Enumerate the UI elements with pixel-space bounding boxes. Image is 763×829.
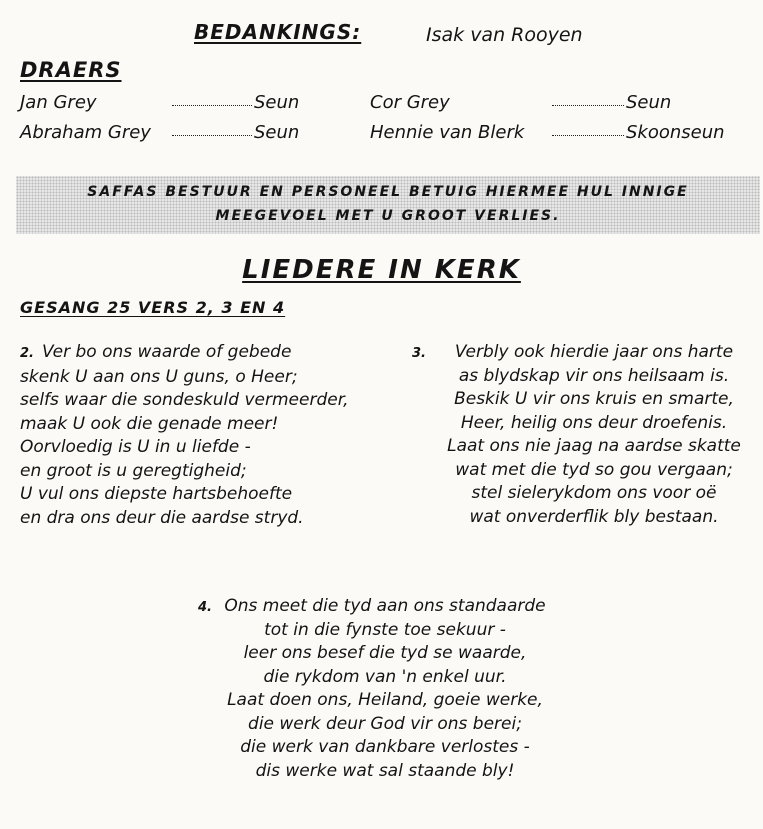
verse-line: Heer, heilig ons deur droefenis. xyxy=(460,412,728,433)
verse-line: dis werke wat sal staande bly! xyxy=(255,760,515,781)
verse-line: die werk deur God vir ons berei; xyxy=(248,713,522,734)
verse-line: Oorvloedig is U in u liefde - xyxy=(20,437,251,457)
verse-line: Laat ons nie jaag na aardse skatte xyxy=(447,436,741,456)
verse-3 xyxy=(432,341,756,529)
verse-number: 3. xyxy=(412,346,426,361)
verse-line: die rykdom van 'n enkel uur. xyxy=(263,666,507,687)
verse-number: 2. xyxy=(20,346,34,361)
bearer-entry xyxy=(20,92,299,113)
verse-2 xyxy=(20,341,349,530)
verse-line: Verbly ook hierdie jaar ons harte xyxy=(454,342,734,362)
verse-line: skenk U aan ons U guns, o Heer; xyxy=(20,366,298,387)
bearer-entry xyxy=(20,122,299,143)
condolence-banner xyxy=(16,176,760,234)
condolence-line-2: MEEGEVOEL MET U GROOT VERLIES. xyxy=(215,208,561,224)
hymn-reference: GESANG 25 VERS 2, 3 EN 4 xyxy=(20,298,286,317)
thanks-heading: BEDANKINGS: xyxy=(194,20,362,44)
dotted-leader xyxy=(172,104,252,106)
verse-line: maak U ook die genade meer! xyxy=(20,413,279,434)
bearer-name: Jan Grey xyxy=(20,92,97,113)
verse-line: wat met die tyd so gou vergaan; xyxy=(455,459,733,480)
verse-line: Ver bo ons waarde of gebede xyxy=(41,342,292,362)
verse-line: selfs waar die sondeskuld vermeerder, xyxy=(20,390,349,410)
dotted-leader xyxy=(552,134,624,136)
verse-line: en groot is u geregtigheid; xyxy=(20,460,247,481)
verse-4 xyxy=(200,595,570,783)
verse-number: 4. xyxy=(198,600,212,615)
bearer-name: Cor Grey xyxy=(370,92,450,113)
bearer-relation: Seun xyxy=(254,122,300,143)
verse-line: U vul ons diepste hartsbehoefte xyxy=(20,484,293,504)
verse-line: die werk van dankbare verlostes - xyxy=(240,737,530,757)
dotted-leader xyxy=(172,134,252,136)
bearer-entry xyxy=(370,122,725,143)
verse-line: en dra ons deur die aardse stryd. xyxy=(20,507,304,528)
thanks-name: Isak van Rooyen xyxy=(426,24,583,46)
verse-line: Beskik U vir ons kruis en smarte, xyxy=(454,389,734,409)
bearer-name: Abraham Grey xyxy=(20,122,151,143)
bearers-heading: DRAERS xyxy=(20,58,122,82)
bearer-entry xyxy=(370,92,671,113)
dotted-leader xyxy=(552,104,624,106)
verse-line: Laat doen ons, Heiland, goeie werke, xyxy=(227,690,543,710)
verse-line: Ons meet die tyd aan ons standaarde xyxy=(224,596,546,616)
verse-line: wat onverderflik bly bestaan. xyxy=(469,506,719,527)
verse-line: as blydskap vir ons heilsaam is. xyxy=(458,365,730,386)
bearer-name: Hennie van Blerk xyxy=(370,122,525,143)
verse-line: stel sielerykdom ons voor oë xyxy=(471,483,717,503)
verse-line: tot in die fynste toe sekuur - xyxy=(264,619,506,640)
songs-heading: LIEDERE IN KERK xyxy=(242,255,521,285)
condolence-line-1: SAFFAS BESTUUR EN PERSONEEL BETUIG HIERMEE HUL INNIGE xyxy=(87,184,689,200)
verse-line: leer ons besef die tyd se waarde, xyxy=(243,643,527,663)
bearer-relation: Skoonseun xyxy=(626,122,725,143)
bearer-relation: Seun xyxy=(254,92,300,113)
bearer-relation: Seun xyxy=(626,92,672,113)
